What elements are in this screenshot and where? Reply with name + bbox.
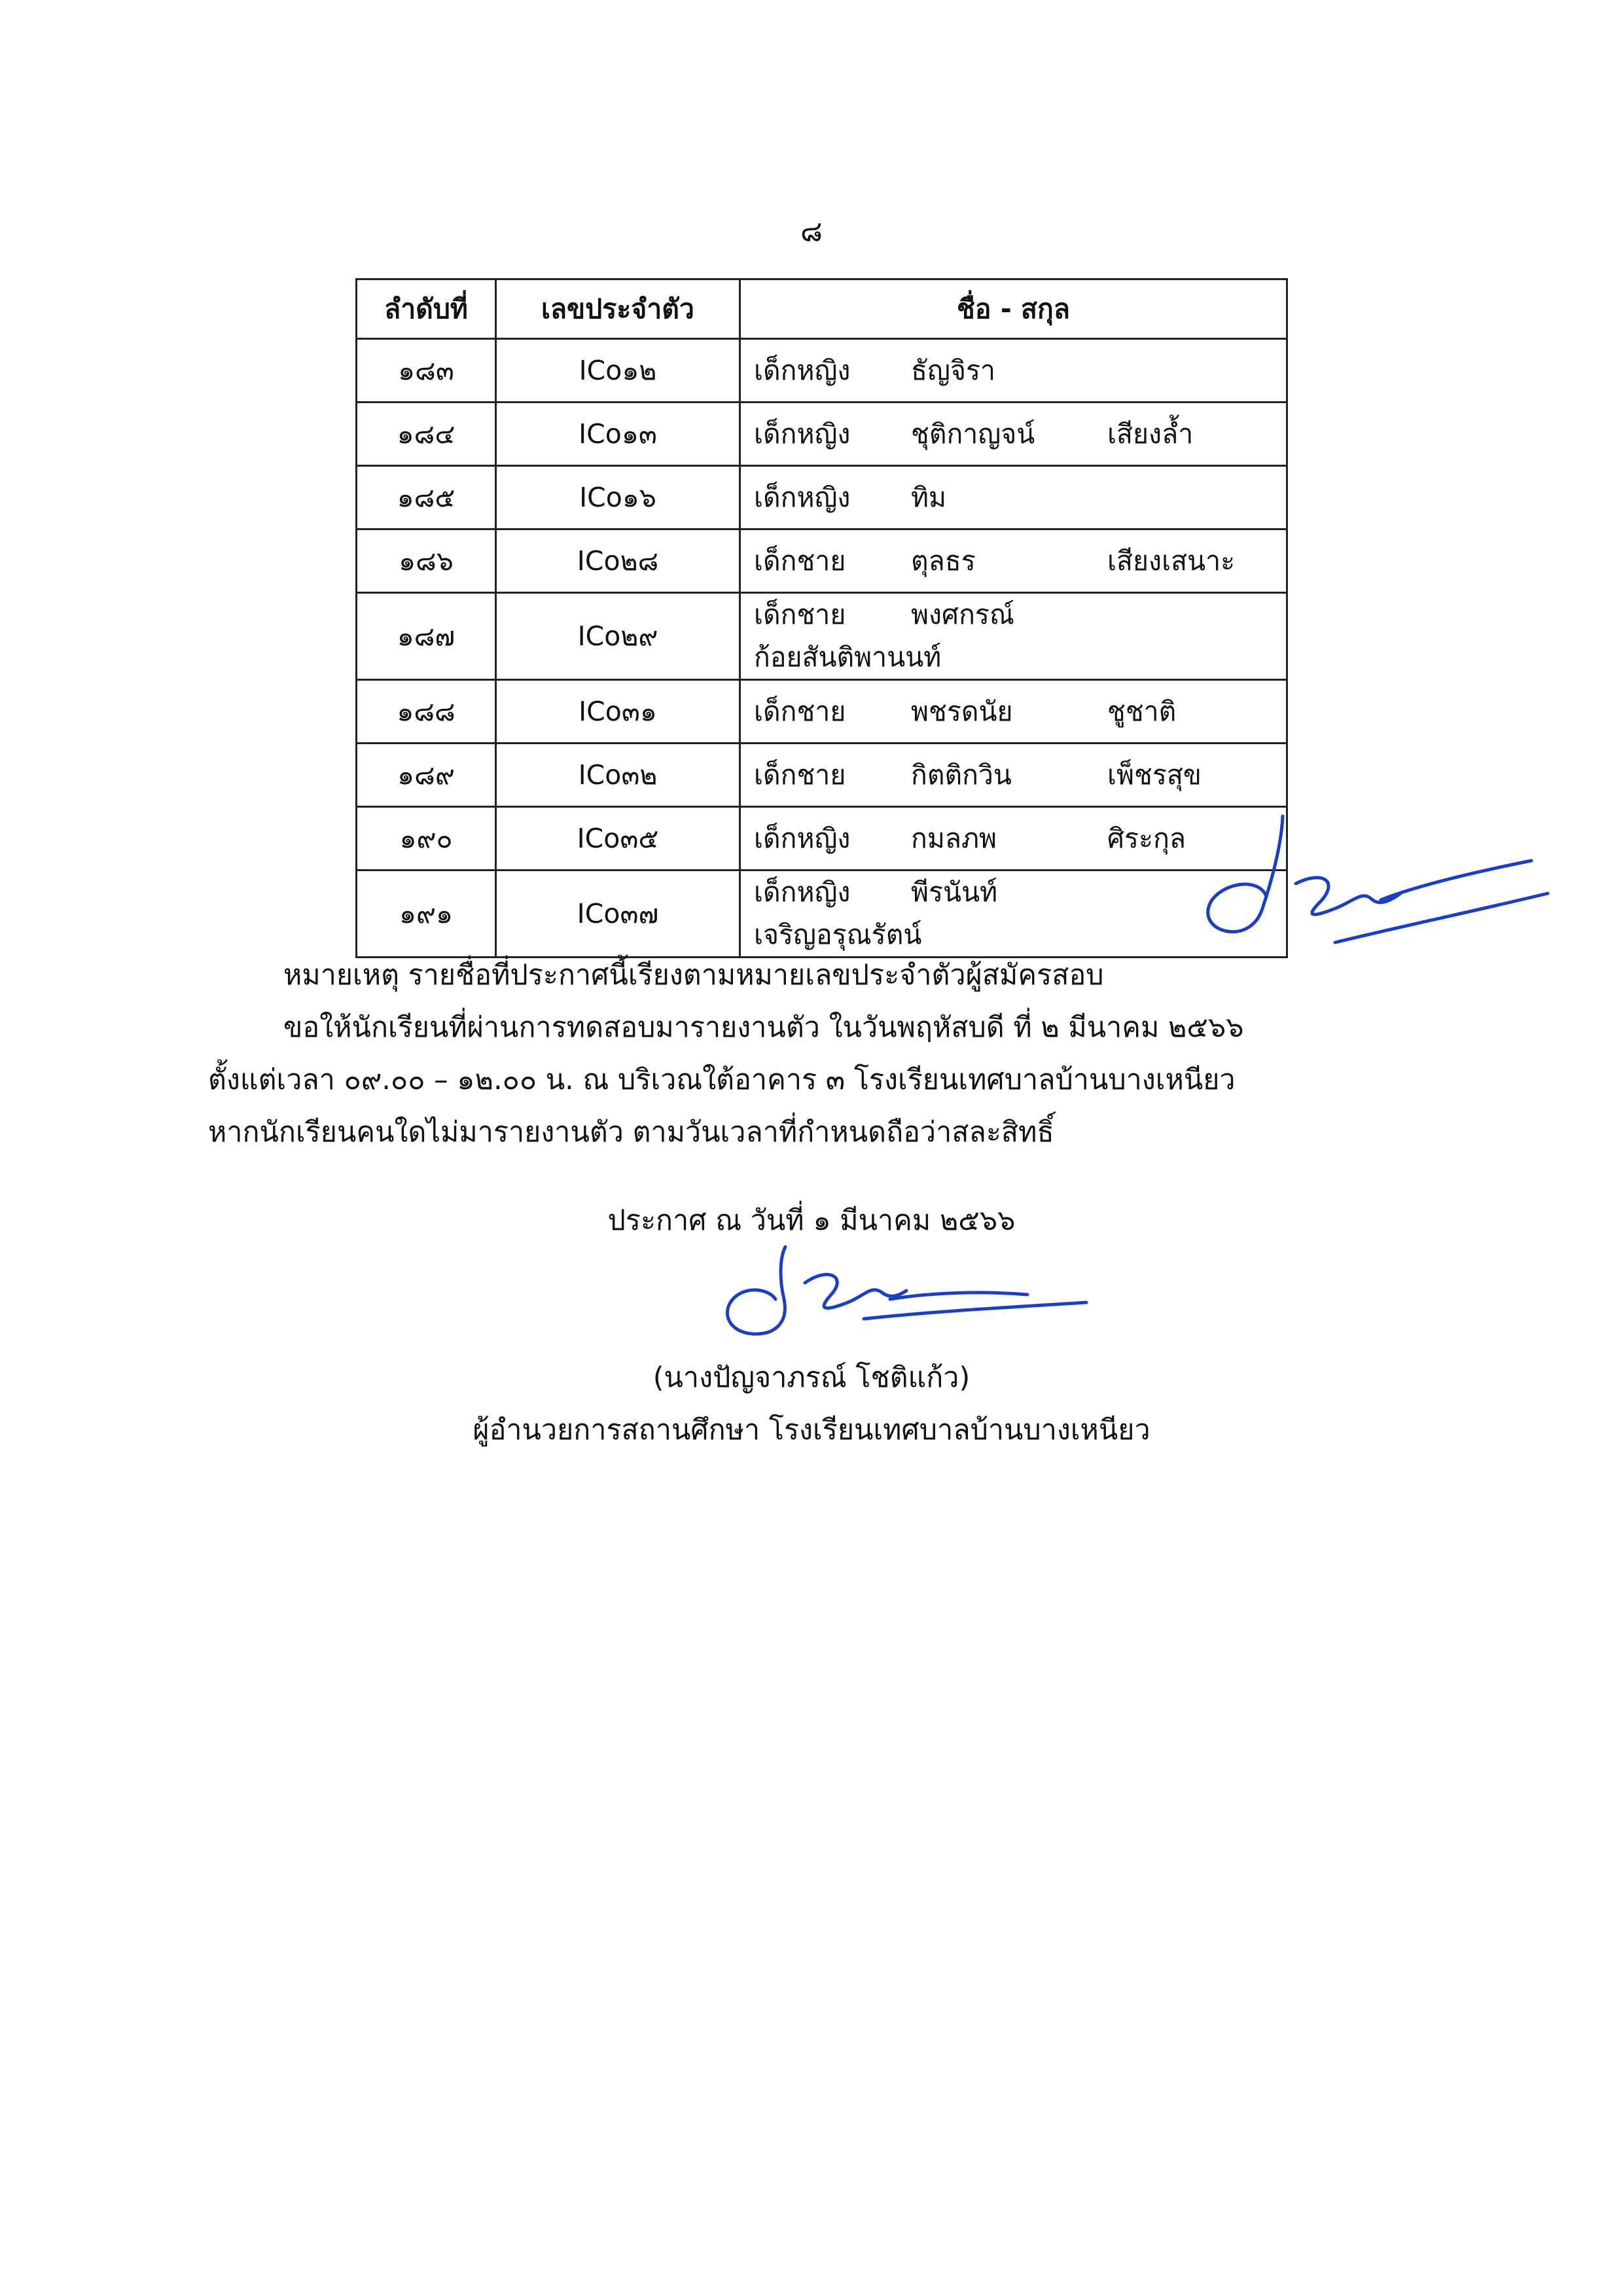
signature-initial-table [1191,808,1558,959]
cell-last-name: เพ็ชรสุข [1107,759,1202,791]
cell-seq: ๑๘๔ [357,403,496,466]
table-row [357,680,1287,744]
cell-first-name: พชรดนัย [911,695,1013,727]
note-line-2: ขอให้นักเรียนที่ผ่านการทดสอบมารายงานตัว ในวันพฤหัสบดี ที่ ๒ มีนาคม ๒๕๖๖ [283,1011,1244,1044]
table-row [357,744,1287,807]
cell-first-name: ชุติกาญจน์ [911,418,1035,450]
cell-student-id: ICo๑๓ [496,403,740,466]
cell-first-name: ทิม [911,481,947,513]
table-header-row [357,279,1287,339]
cell-last-name: เจริญอรุณรัตน์ [754,919,922,950]
cell-student-id: ICo๑๖ [496,466,740,529]
cell-full-name [740,680,1287,744]
cell-student-id: ICo๓๗ [496,870,740,958]
cell-first-name: ธัญจิรา [911,354,996,386]
table-row [357,870,1287,958]
signer-name: (นางปัญจาภรณ์ โชติแก้ว) [652,1361,971,1394]
cell-title: เด็กชาย [754,545,846,577]
cell-title: เด็กหญิง [754,822,851,854]
cell-student-id: ICo๒๘ [496,529,740,593]
cell-full-name [740,744,1287,807]
cell-student-id: ICo๓๑ [496,680,740,744]
cell-seq: ๑๘๘ [357,680,496,744]
cell-last-name: ศิระกุล [1107,822,1186,854]
cell-seq: ๑๘๓ [357,339,496,403]
cell-last-name: ก้อยสันติพานนท์ [754,641,942,673]
cell-last-name: ชูชาติ [1107,695,1177,727]
cell-full-name [740,339,1287,403]
cell-full-name [740,529,1287,593]
header-seq: ลำดับที่ [357,279,496,339]
cell-title: เด็กหญิง [754,418,851,450]
cell-seq: ๑๘๕ [357,466,496,529]
cell-full-name [740,593,1287,680]
table-row [357,593,1287,680]
student-roster-table [355,278,1288,958]
table-row [357,466,1287,529]
cell-seq: ๑๘๙ [357,744,496,807]
cell-seq: ๑๙๑ [357,870,496,958]
cell-last-name: เสียงล้ำ [1107,418,1194,450]
cell-full-name [740,466,1287,529]
note-line-3: ตั้งแต่เวลา ๐๙.๐๐ – ๑๒.๐๐ น. ณ บริเวณใต้อาคาร ๓ โรงเรียนเทศบาลบ้านบางเหนียว [208,1064,1236,1096]
cell-title: เด็กหญิง [754,354,851,386]
signer-position: ผู้อำนวยการสถานศึกษา โรงเรียนเทศบาลบ้านบางเหนียว [473,1414,1150,1446]
table-row [357,403,1287,466]
note-line-4: หากนักเรียนคนใดไม่มารายงานตัว ตามวันเวลาที่กำหนดถือว่าสละสิทธิ์ [208,1116,1054,1149]
signature-director [707,1237,1099,1348]
cell-seq: ๑๘๗ [357,593,496,680]
cell-first-name: กิตติกวิน [911,759,1012,791]
cell-title: เด็กชาย [754,759,846,791]
cell-student-id: ICo๑๒ [496,339,740,403]
cell-last-name: เสียงเสนาะ [1107,545,1236,577]
cell-seq: ๑๙๐ [357,807,496,870]
table-row [357,529,1287,593]
cell-title: เด็กชาย [754,695,846,727]
table-row [357,339,1287,403]
cell-title: เด็กหญิง [754,481,851,513]
cell-full-name [740,403,1287,466]
table-row [357,807,1287,870]
cell-first-name: กมลภพ [911,822,997,854]
announcement-date: ประกาศ ณ วันที่ ๑ มีนาคม ๒๕๖๖ [607,1204,1016,1237]
cell-student-id: ICo๓๒ [496,744,740,807]
header-name: ชื่อ - สกุล [740,279,1287,339]
page-number: ๘ [800,215,823,248]
cell-title: เด็กหญิง [754,876,851,908]
cell-first-name: พีรนันท์ [911,876,998,908]
cell-seq: ๑๘๖ [357,529,496,593]
roster-body [357,339,1287,958]
cell-title: เด็กชาย [754,599,846,630]
note-line-1: หมายเหตุ รายชื่อที่ประกาศนี้เรียงตามหมายเลขประจำตัวผู้สมัครสอบ [283,959,1104,992]
cell-first-name: ตุลธร [911,545,976,577]
header-id: เลขประจำตัว [496,279,740,339]
cell-student-id: ICo๒๙ [496,593,740,680]
cell-first-name: พงศกรณ์ [911,599,1014,630]
cell-student-id: ICo๓๕ [496,807,740,870]
